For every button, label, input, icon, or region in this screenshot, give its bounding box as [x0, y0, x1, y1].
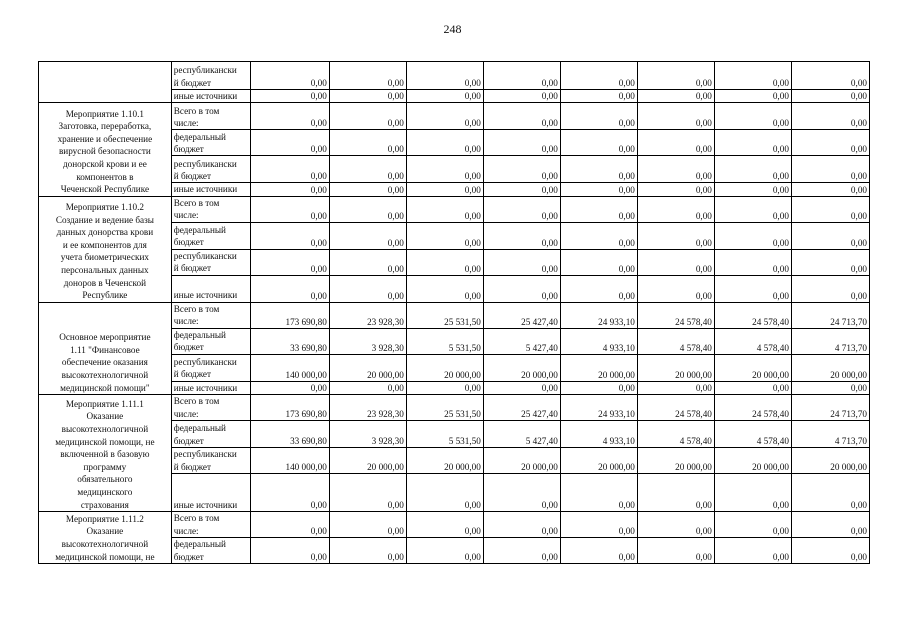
amount-cell: 0,00 — [714, 275, 791, 302]
amount-cell: 0,00 — [329, 275, 406, 302]
amount-cell: 0,00 — [250, 90, 329, 103]
table-row — [39, 196, 870, 222]
amount-cell: 0,00 — [714, 103, 791, 130]
amount-cell: 0,00 — [329, 103, 406, 130]
amount-cell: 25 427,40 — [483, 302, 560, 328]
funding-source-cell — [171, 474, 250, 512]
measure-name-line: хранение и обеспечение — [57, 133, 153, 144]
funding-source-cell — [171, 103, 250, 130]
amount-cell: 4 578,40 — [714, 328, 791, 354]
amount-cell: 20 000,00 — [329, 354, 406, 381]
amount-cell: 20 000,00 — [791, 448, 869, 474]
amount-cell: 0,00 — [483, 183, 560, 196]
amount-cell: 0,00 — [483, 156, 560, 183]
amount-cell: 20 000,00 — [714, 448, 791, 474]
amount-cell: 20 000,00 — [637, 354, 714, 381]
page-number: 248 — [443, 22, 462, 36]
amount-cell: 0,00 — [406, 62, 483, 90]
amount-cell: 0,00 — [483, 90, 560, 103]
funding-source-cell — [171, 275, 250, 302]
measure-name-line: Основное мероприятие — [59, 332, 151, 343]
amount-cell: 4 713,70 — [791, 328, 869, 354]
amount-cell: 0,00 — [406, 381, 483, 394]
amount-cell: 0,00 — [250, 62, 329, 90]
measure-name-line: Мероприятие 1.11.1 — [65, 398, 144, 409]
amount-cell: 20 000,00 — [483, 354, 560, 381]
amount-cell: 0,00 — [637, 512, 714, 538]
table-row — [39, 512, 870, 538]
measure-name-line: высокотехнологичной — [61, 370, 149, 381]
amount-cell: 0,00 — [483, 538, 560, 564]
measure-name-line: программу — [83, 461, 127, 472]
funding-source-line: й бюджет — [173, 77, 212, 88]
measure-name-cell — [39, 62, 172, 103]
amount-cell: 0,00 — [637, 275, 714, 302]
funding-source-cell — [171, 130, 250, 156]
amount-cell: 33 690,80 — [250, 421, 329, 448]
amount-cell: 0,00 — [791, 512, 869, 538]
amount-cell: 0,00 — [406, 103, 483, 130]
amount-cell: 0,00 — [483, 474, 560, 512]
funding-source-cell — [171, 421, 250, 448]
amount-cell: 0,00 — [483, 196, 560, 222]
amount-cell: 0,00 — [560, 381, 637, 394]
funding-source-cell — [171, 222, 250, 249]
funding-source-line: бюджет — [173, 551, 204, 562]
amount-cell: 0,00 — [637, 222, 714, 249]
measure-name-line: доноров в Чеченской — [63, 277, 146, 288]
measure-name-line: персональных данных — [61, 265, 149, 276]
amount-cell: 0,00 — [406, 512, 483, 538]
amount-cell: 0,00 — [637, 62, 714, 90]
amount-cell: 173 690,80 — [250, 302, 329, 328]
amount-cell: 20 000,00 — [560, 354, 637, 381]
amount-cell: 0,00 — [637, 196, 714, 222]
funding-source-line: Всего в том — [173, 396, 220, 407]
funding-source-cell — [171, 196, 250, 222]
amount-cell: 0,00 — [560, 183, 637, 196]
funding-source-cell — [171, 183, 250, 196]
funding-source-cell — [171, 512, 250, 538]
funding-source-cell — [171, 328, 250, 354]
funding-source-line: Всего в том — [173, 513, 220, 524]
amount-cell: 0,00 — [406, 538, 483, 564]
funding-source-line: й бюджет — [173, 263, 212, 274]
funding-source-line: й бюджет — [173, 369, 212, 380]
funding-source-line: республикански — [173, 449, 237, 460]
funding-source-line: федеральный — [173, 131, 226, 142]
amount-cell: 24 713,70 — [791, 395, 869, 421]
amount-cell: 173 690,80 — [250, 395, 329, 421]
amount-cell: 0,00 — [483, 381, 560, 394]
measure-name-line: компонентов в — [76, 171, 134, 182]
table-row — [39, 103, 870, 130]
amount-cell: 23 928,30 — [329, 302, 406, 328]
amount-cell: 24 933,10 — [560, 395, 637, 421]
amount-cell: 33 690,80 — [250, 328, 329, 354]
measure-name-line: страхования — [80, 499, 129, 510]
amount-cell: 0,00 — [560, 156, 637, 183]
funding-source-line: бюджет — [173, 342, 204, 353]
measure-name-line: Создание и ведение базы — [55, 214, 154, 225]
measure-name-line: Заготовка, переработка, — [58, 121, 152, 132]
amount-cell: 24 713,70 — [791, 302, 869, 328]
amount-cell: 0,00 — [406, 196, 483, 222]
measure-name-line: данных донорства крови — [56, 227, 154, 238]
amount-cell: 0,00 — [483, 222, 560, 249]
amount-cell: 0,00 — [637, 103, 714, 130]
amount-cell: 20 000,00 — [714, 354, 791, 381]
amount-cell: 0,00 — [714, 130, 791, 156]
amount-cell: 0,00 — [637, 130, 714, 156]
amount-cell: 0,00 — [406, 474, 483, 512]
amount-cell: 0,00 — [329, 222, 406, 249]
amount-cell: 0,00 — [637, 156, 714, 183]
amount-cell: 0,00 — [637, 183, 714, 196]
amount-cell: 20 000,00 — [483, 448, 560, 474]
funding-source-line: числе: — [173, 118, 199, 128]
funding-source-line: федеральный — [173, 539, 226, 550]
amount-cell: 0,00 — [560, 130, 637, 156]
amount-cell: 0,00 — [560, 512, 637, 538]
amount-cell: 5 531,50 — [406, 421, 483, 448]
funding-source-line: иные источники — [173, 91, 238, 101]
amount-cell: 0,00 — [329, 90, 406, 103]
funding-source-line: иные источники — [173, 382, 238, 393]
amount-cell: 0,00 — [250, 183, 329, 196]
measure-name-line: 1.11 "Финансовое — [70, 344, 140, 355]
amount-cell: 0,00 — [791, 474, 869, 512]
table-row — [39, 62, 870, 90]
funding-source-line: республикански — [173, 357, 237, 367]
measure-name-line: медицинского — [77, 487, 133, 498]
amount-cell: 0,00 — [714, 538, 791, 564]
amount-cell: 0,00 — [637, 538, 714, 564]
funding-source-cell — [171, 538, 250, 564]
funding-source-line: Всего в том — [173, 304, 220, 314]
amount-cell: 0,00 — [483, 130, 560, 156]
amount-cell: 0,00 — [329, 512, 406, 538]
measure-name-line: медицинской помощи" — [60, 382, 150, 393]
amount-cell: 0,00 — [250, 249, 329, 275]
amount-cell: 0,00 — [406, 90, 483, 103]
funding-source-line: республикански — [173, 65, 237, 76]
amount-cell: 4 578,40 — [714, 421, 791, 448]
amount-cell: 0,00 — [329, 156, 406, 183]
measure-name-line: обязательного — [77, 474, 133, 485]
amount-cell: 3 928,30 — [329, 421, 406, 448]
amount-cell: 0,00 — [329, 183, 406, 196]
amount-cell: 20 000,00 — [791, 354, 869, 381]
amount-cell: 0,00 — [791, 275, 869, 302]
amount-cell: 0,00 — [406, 249, 483, 275]
funding-source-line: бюджет — [173, 144, 204, 154]
amount-cell: 0,00 — [406, 275, 483, 302]
amount-cell: 0,00 — [250, 512, 329, 538]
funding-source-line: республикански — [173, 158, 237, 169]
amount-cell: 0,00 — [791, 156, 869, 183]
measure-name-line: Оказание — [86, 526, 124, 537]
amount-cell: 24 578,40 — [637, 302, 714, 328]
funding-source-line: числе: — [173, 408, 199, 419]
amount-cell: 0,00 — [714, 381, 791, 394]
funding-source-line: числе: — [173, 210, 199, 221]
amount-cell: 0,00 — [483, 249, 560, 275]
amount-cell: 0,00 — [250, 156, 329, 183]
measure-name-line: Оказание — [86, 411, 124, 422]
amount-cell: 0,00 — [406, 222, 483, 249]
measure-name-cell — [39, 302, 172, 394]
measure-name-line: Мероприятие 1.10.2 — [65, 202, 144, 213]
amount-cell: 24 578,40 — [714, 302, 791, 328]
amount-cell: 0,00 — [791, 381, 869, 394]
amount-cell: 0,00 — [714, 249, 791, 275]
funding-source-line: Всего в том — [173, 198, 220, 208]
amount-cell: 0,00 — [637, 381, 714, 394]
table-row — [39, 302, 870, 328]
amount-cell: 0,00 — [406, 130, 483, 156]
amount-cell: 0,00 — [406, 183, 483, 196]
amount-cell: 140 000,00 — [250, 354, 329, 381]
amount-cell: 23 928,30 — [329, 395, 406, 421]
measure-name-line: медицинской помощи, не — [55, 436, 155, 447]
amount-cell: 0,00 — [714, 196, 791, 222]
amount-cell: 0,00 — [791, 222, 869, 249]
measure-name-line: Чеченской Республике — [60, 184, 150, 195]
amount-cell: 4 578,40 — [637, 328, 714, 354]
amount-cell: 0,00 — [329, 474, 406, 512]
amount-cell: 0,00 — [791, 538, 869, 564]
amount-cell: 0,00 — [637, 90, 714, 103]
amount-cell: 0,00 — [560, 62, 637, 90]
measure-name-line: высокотехнологичной — [61, 424, 149, 435]
amount-cell: 24 578,40 — [714, 395, 791, 421]
amount-cell: 0,00 — [637, 249, 714, 275]
funding-source-line: числе: — [173, 316, 199, 327]
amount-cell: 0,00 — [791, 90, 869, 103]
measure-name-line: Мероприятие 1.10.1 — [65, 108, 144, 119]
amount-cell: 0,00 — [791, 103, 869, 130]
table-row — [39, 395, 870, 421]
amount-cell: 0,00 — [714, 62, 791, 90]
funding-source-line: числе: — [173, 525, 199, 536]
measure-name-cell — [39, 196, 172, 302]
amount-cell: 0,00 — [791, 196, 869, 222]
funding-source-cell — [171, 448, 250, 474]
funding-source-cell — [171, 381, 250, 394]
funding-source-cell — [171, 249, 250, 275]
measure-name-line: медицинской помощи, не — [55, 551, 155, 562]
funding-source-line: й бюджет — [173, 171, 212, 181]
measure-name-line: и ее компонентов для — [62, 239, 147, 250]
funding-source-line: республикански — [173, 251, 237, 261]
amount-cell: 0,00 — [406, 156, 483, 183]
amount-cell: 25 531,50 — [406, 395, 483, 421]
amount-cell: 4 933,10 — [560, 328, 637, 354]
amount-cell: 5 531,50 — [406, 328, 483, 354]
funding-source-line: бюджет — [173, 237, 204, 248]
amount-cell: 0,00 — [560, 474, 637, 512]
amount-cell: 0,00 — [560, 222, 637, 249]
funding-source-line: й бюджет — [173, 461, 212, 472]
amount-cell: 3 928,30 — [329, 328, 406, 354]
funding-source-line: Всего в том — [173, 105, 220, 116]
measure-name-line: Республике — [82, 290, 128, 301]
amount-cell: 0,00 — [791, 249, 869, 275]
funding-source-cell — [171, 90, 250, 103]
budget-table — [38, 61, 870, 564]
amount-cell: 0,00 — [714, 474, 791, 512]
amount-cell: 0,00 — [560, 249, 637, 275]
funding-source-cell — [171, 62, 250, 90]
amount-cell: 0,00 — [329, 249, 406, 275]
amount-cell: 0,00 — [483, 275, 560, 302]
amount-cell: 4 933,10 — [560, 421, 637, 448]
amount-cell: 0,00 — [329, 196, 406, 222]
amount-cell: 0,00 — [560, 275, 637, 302]
amount-cell: 0,00 — [560, 196, 637, 222]
amount-cell: 0,00 — [714, 90, 791, 103]
measure-name-line: обеспечение оказания — [61, 357, 148, 368]
amount-cell: 0,00 — [560, 90, 637, 103]
funding-source-line: федеральный — [173, 423, 226, 434]
amount-cell: 0,00 — [250, 474, 329, 512]
amount-cell: 140 000,00 — [250, 448, 329, 474]
measure-name-cell — [39, 395, 172, 512]
amount-cell: 0,00 — [483, 62, 560, 90]
measure-name-line: включенной в базовую — [60, 449, 150, 460]
funding-source-line: иные источники — [173, 184, 238, 195]
amount-cell: 0,00 — [329, 538, 406, 564]
amount-cell: 20 000,00 — [406, 448, 483, 474]
amount-cell: 4 713,70 — [791, 421, 869, 448]
amount-cell: 0,00 — [637, 474, 714, 512]
measure-name-line: вирусной безопасности — [58, 146, 151, 157]
funding-source-line: бюджет — [173, 435, 204, 446]
amount-cell: 20 000,00 — [329, 448, 406, 474]
measure-name-line: учета биометрических — [60, 252, 150, 263]
amount-cell: 0,00 — [250, 103, 329, 130]
measure-name-line: Мероприятие 1.11.2 — [65, 513, 144, 524]
amount-cell: 0,00 — [791, 183, 869, 196]
amount-cell: 0,00 — [791, 130, 869, 156]
amount-cell: 4 578,40 — [637, 421, 714, 448]
amount-cell: 0,00 — [250, 381, 329, 394]
amount-cell: 20 000,00 — [406, 354, 483, 381]
funding-source-line: федеральный — [173, 225, 226, 235]
amount-cell: 0,00 — [250, 275, 329, 302]
budget-table-body — [39, 62, 870, 564]
amount-cell: 0,00 — [250, 130, 329, 156]
amount-cell: 0,00 — [483, 103, 560, 130]
measure-name-cell — [39, 103, 172, 196]
amount-cell: 0,00 — [560, 103, 637, 130]
funding-source-line: федеральный — [173, 330, 226, 340]
funding-source-cell — [171, 395, 250, 421]
amount-cell: 0,00 — [329, 62, 406, 90]
amount-cell: 25 427,40 — [483, 395, 560, 421]
amount-cell: 24 933,10 — [560, 302, 637, 328]
amount-cell: 5 427,40 — [483, 421, 560, 448]
amount-cell: 0,00 — [714, 222, 791, 249]
funding-source-line: иные источники — [173, 499, 238, 510]
measure-name-line: донорской крови и ее — [62, 159, 147, 170]
amount-cell: 0,00 — [791, 62, 869, 90]
amount-cell: 0,00 — [250, 538, 329, 564]
amount-cell: 0,00 — [560, 538, 637, 564]
measure-name-line: высокотехнологичной — [61, 539, 149, 550]
amount-cell: 0,00 — [714, 156, 791, 183]
amount-cell: 0,00 — [250, 196, 329, 222]
measure-name-cell — [39, 512, 172, 564]
amount-cell: 0,00 — [329, 130, 406, 156]
amount-cell: 0,00 — [483, 512, 560, 538]
amount-cell: 5 427,40 — [483, 328, 560, 354]
funding-source-line: иные источники — [173, 290, 238, 301]
funding-source-cell — [171, 354, 250, 381]
amount-cell: 0,00 — [250, 222, 329, 249]
funding-source-cell — [171, 156, 250, 183]
amount-cell: 20 000,00 — [560, 448, 637, 474]
amount-cell: 0,00 — [714, 512, 791, 538]
amount-cell: 24 578,40 — [637, 395, 714, 421]
amount-cell: 0,00 — [714, 183, 791, 196]
funding-source-cell — [171, 302, 250, 328]
amount-cell: 25 531,50 — [406, 302, 483, 328]
amount-cell: 20 000,00 — [637, 448, 714, 474]
amount-cell: 0,00 — [329, 381, 406, 394]
